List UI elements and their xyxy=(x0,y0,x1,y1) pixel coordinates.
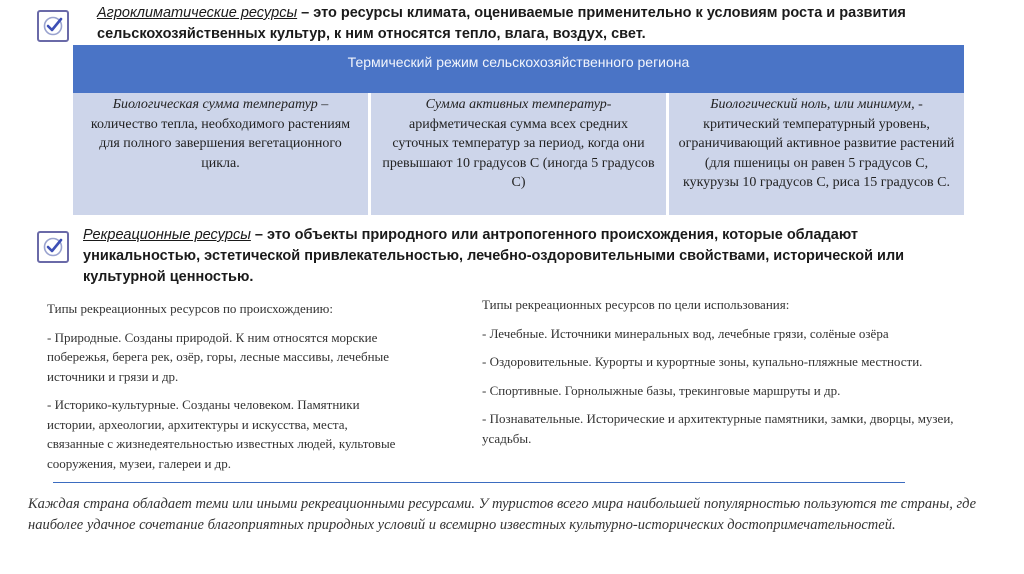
cell-text: - критический температурный уровень, ограничивающий активное развитие растений (для пшеницы он равен 5 градусов С, кукурузы 10 градусов С, риса 15 градусов С. xyxy=(678,97,955,190)
list-item: - Оздоровительные. Курорты и курортные зоны, купально-пляжные местности. xyxy=(482,354,923,369)
cell-text: количество тепла, необходимого растениям для полного завершения вегетационного цикла. xyxy=(90,116,351,171)
recreation-text: – это объекты природного или антропогенного происхождения, которые обладают уникальностью, эстетической привлекательностью, лечебно-оздоровительными свойствами, исторической или культурной ценностью. xyxy=(83,227,905,285)
column-title: Типы рекреационных ресурсов по происхождению: xyxy=(47,301,333,316)
list-item: - Познавательные. Исторические и архитектурные памятники, замки, дворцы, музеи, усадьбы. xyxy=(482,411,954,446)
recreation-definition xyxy=(83,225,968,288)
origin-types-column xyxy=(47,299,407,482)
footer-conclusion: Каждая страна обладает теми или иными рекреационными ресурсами. У туристов всего мира наибольшей популярностью пользуются те страны, где наиболее удачное сочетание благоприятных природных условий и всемирно известных культурно-исторических достопримечательностей. xyxy=(28,496,977,533)
agro-definition xyxy=(97,3,977,45)
cell-lead: Биологический ноль, или минимум, xyxy=(710,97,915,112)
agro-term: Агроклиматические ресурсы xyxy=(97,5,298,21)
table-cell-biological-zero xyxy=(669,93,964,215)
list-item: - Спортивные. Горнолыжные базы, трекинговые маршруты и др. xyxy=(482,382,841,398)
recreation-term: Рекреационные ресурсы xyxy=(83,227,251,243)
list-item: - Лечебные. Источники минеральных вод, лечебные грязи, солёные озёра xyxy=(482,325,889,341)
cell-lead: Биологическая сумма температур – xyxy=(112,97,329,112)
checkbox-icon xyxy=(37,231,69,263)
purpose-types-column xyxy=(482,295,972,457)
list-item: - Природные. Созданы природой. К ним относятся морские побережья, берега рек, озёр, горы, лесные массивы, лечебные источники и грязи и др. xyxy=(47,329,390,384)
column-title: Типы рекреационных ресурсов по цели использования: xyxy=(482,297,790,312)
cell-text: арифметическая сумма всех средних суточных температур за период, когда они превышают 10 градусов С (иногда 5 градусов С) xyxy=(382,116,655,190)
checkbox-icon xyxy=(37,10,69,42)
list-item: - Историко-культурные. Созданы человеком. Памятники истории, археологии, архитектуры и искусства, места, связанные с жизнедеятельностью известных людей, культовые сооружения, музеи, галереи и др. xyxy=(47,397,396,471)
agro-text: – это ресурсы климата, оцениваемые применительно к условиям роста и развития сельскохозяйственных культур, к ним относятся тепло, влага, воздух, свет. xyxy=(97,5,906,42)
divider-line xyxy=(53,482,905,483)
thermal-regime-table xyxy=(73,45,964,215)
table-cell-active-sum xyxy=(371,93,666,215)
table-cell-biological-sum xyxy=(73,93,368,215)
cell-lead: Сумма активных температур- xyxy=(425,97,612,112)
table-header: Термический режим сельскохозяйственного региона xyxy=(73,45,964,93)
